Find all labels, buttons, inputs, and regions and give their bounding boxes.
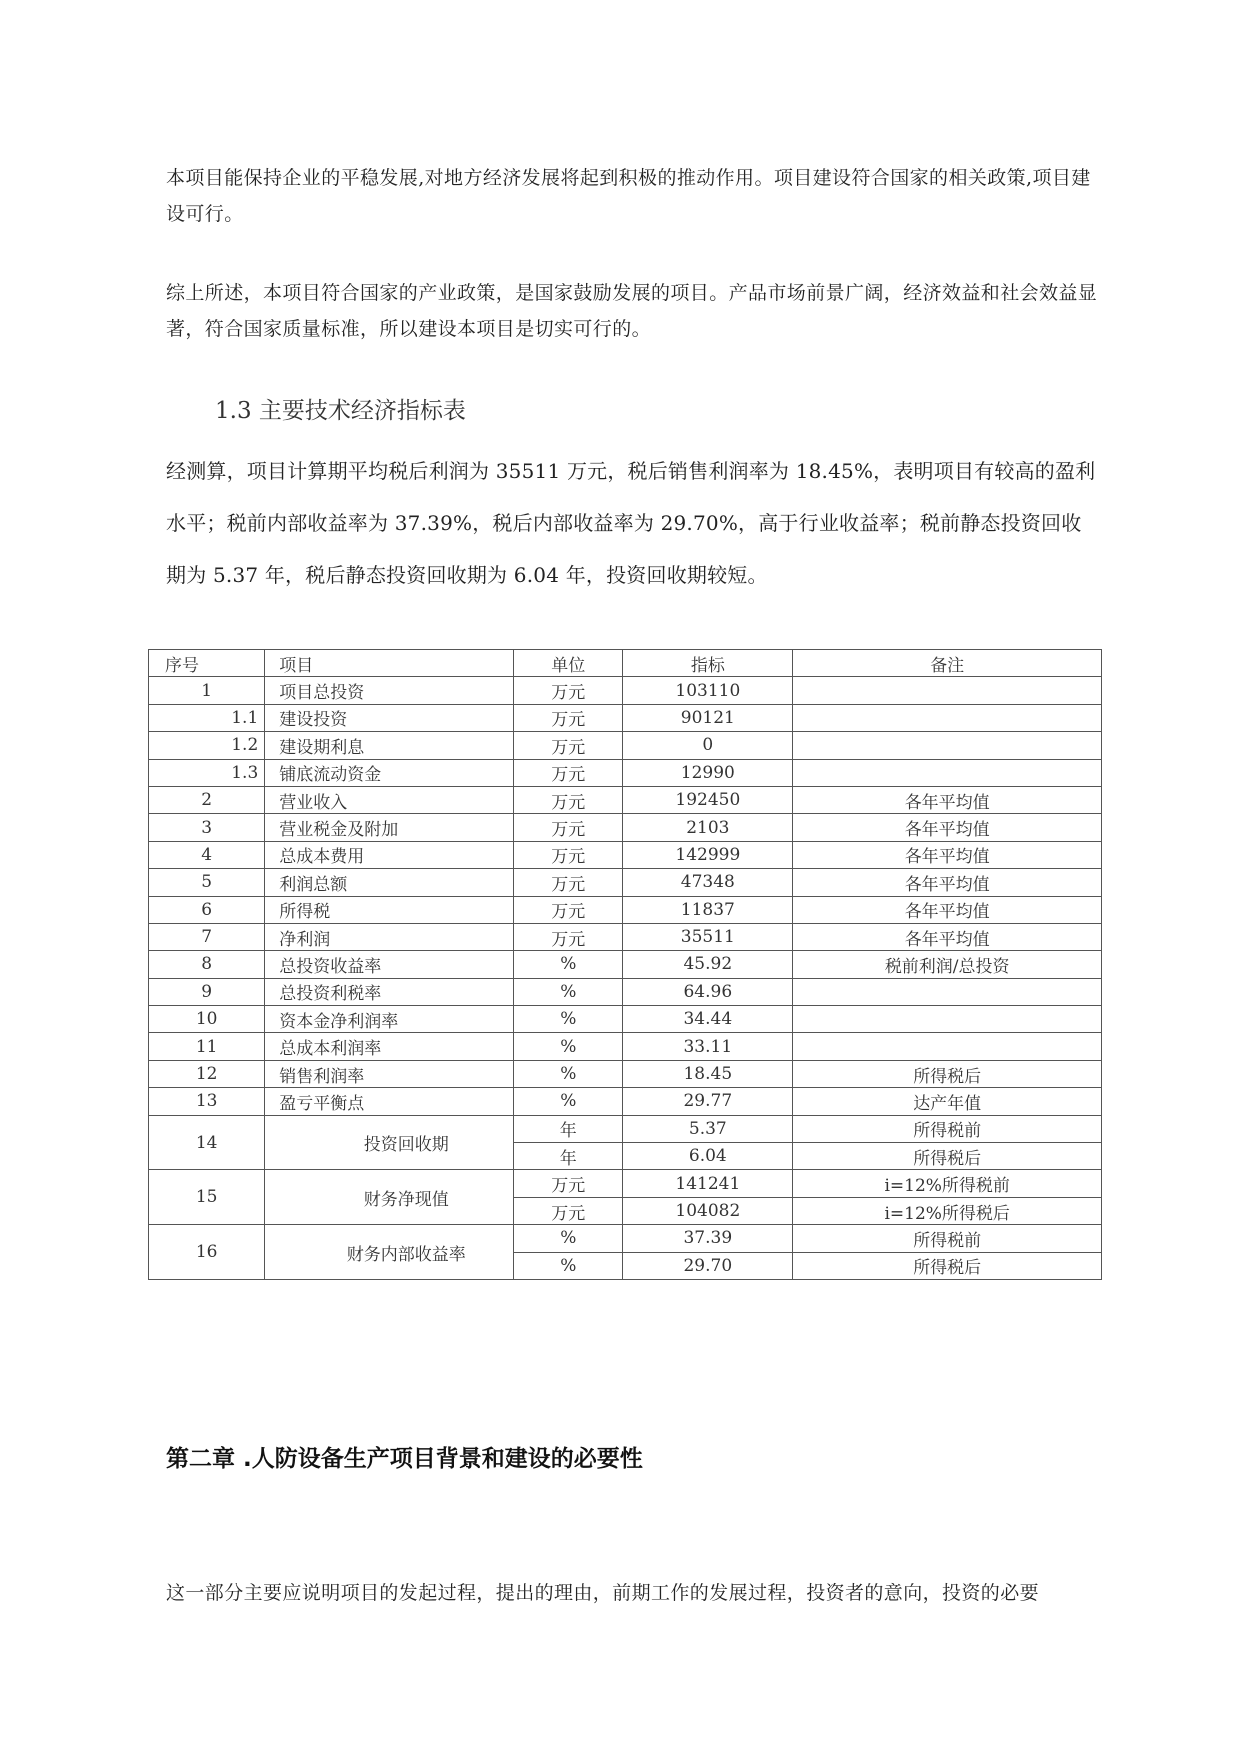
- row-value: 192450: [623, 786, 793, 813]
- row-number: 8: [149, 951, 265, 978]
- row-item: 总投资利税率: [265, 978, 514, 1005]
- row-number: 13: [149, 1088, 265, 1115]
- row-item: 盈亏平衡点: [265, 1088, 514, 1115]
- row-value: 47348: [623, 869, 793, 896]
- table-row: [149, 1006, 1102, 1033]
- row-note: 各年平均值: [793, 923, 1102, 950]
- row-item: 建设期利息: [265, 732, 514, 759]
- row-value: 2103: [623, 814, 793, 841]
- row-value: 5.37: [623, 1115, 793, 1142]
- row-unit: 年: [514, 1143, 623, 1170]
- row-value: 141241: [623, 1170, 793, 1197]
- row-value: 18.45: [623, 1060, 793, 1087]
- row-unit: %: [514, 1033, 623, 1060]
- row-unit: 万元: [514, 814, 623, 841]
- row-note: [793, 704, 1102, 731]
- row-unit: 万元: [514, 677, 623, 704]
- table-row: [149, 814, 1102, 841]
- row-number: 5: [149, 869, 265, 896]
- row-value: 33.11: [623, 1033, 793, 1060]
- row-item: 营业收入: [265, 786, 514, 813]
- row-note: [793, 1006, 1102, 1033]
- row-value: 34.44: [623, 1006, 793, 1033]
- row-note: [793, 1033, 1102, 1060]
- row-unit: 万元: [514, 869, 623, 896]
- row-item: 销售利润率: [265, 1060, 514, 1087]
- row-number: 9: [149, 978, 265, 1005]
- row-value: 11837: [623, 896, 793, 923]
- row-value: 103110: [623, 677, 793, 704]
- row-note: i=12%所得税前: [793, 1170, 1102, 1197]
- row-value: 142999: [623, 841, 793, 868]
- row-note: i=12%所得税后: [793, 1197, 1102, 1224]
- row-unit: 万元: [514, 841, 623, 868]
- row-value: 104082: [623, 1197, 793, 1224]
- table-row: [149, 732, 1102, 759]
- header-value: 指标: [623, 650, 793, 677]
- row-value: 29.77: [623, 1088, 793, 1115]
- row-unit: 万元: [514, 732, 623, 759]
- row-number: 1: [149, 677, 265, 704]
- row-number: 6: [149, 896, 265, 923]
- row-note: [793, 732, 1102, 759]
- row-number: 14: [149, 1115, 265, 1170]
- indicators-table: [148, 649, 1102, 1280]
- chapter-heading: 第二章 .人防设备生产项目背景和建设的必要性: [166, 1446, 643, 1472]
- row-number: 4: [149, 841, 265, 868]
- row-note: 各年平均值: [793, 896, 1102, 923]
- row-item: 投资回收期: [265, 1115, 514, 1170]
- table-row: [149, 1225, 1102, 1252]
- row-note: [793, 759, 1102, 786]
- table-row: [149, 786, 1102, 813]
- row-item: 营业税金及附加: [265, 814, 514, 841]
- row-item: 资本金净利润率: [265, 1006, 514, 1033]
- header-item: 项目: [265, 650, 514, 677]
- row-unit: 万元: [514, 923, 623, 950]
- row-value: 64.96: [623, 978, 793, 1005]
- table-row: [149, 951, 1102, 978]
- row-note: 税前利润/总投资: [793, 951, 1102, 978]
- row-note: 各年平均值: [793, 786, 1102, 813]
- row-number: 1.3: [149, 759, 265, 786]
- row-value: 6.04: [623, 1143, 793, 1170]
- row-unit: 万元: [514, 1170, 623, 1197]
- table-row: [149, 759, 1102, 786]
- table-row: [149, 841, 1102, 868]
- row-item: 总投资收益率: [265, 951, 514, 978]
- row-value: 90121: [623, 704, 793, 731]
- table-row: [149, 1033, 1102, 1060]
- row-note: 各年平均值: [793, 841, 1102, 868]
- row-number: 1.2: [149, 732, 265, 759]
- paragraph-summary: 综上所述，本项目符合国家的产业政策，是国家鼓励发展的项目。产品市场前景广阔，经济效益和社会效益显著，符合国家质量标准，所以建设本项目是切实可行的。: [166, 282, 1098, 340]
- row-unit: %: [514, 1252, 623, 1279]
- row-number: 2: [149, 786, 265, 813]
- table-row: [149, 1115, 1102, 1142]
- row-value: 37.39: [623, 1225, 793, 1252]
- row-value: 0: [623, 732, 793, 759]
- table-header-row: [149, 650, 1102, 677]
- row-note: 达产年值: [793, 1088, 1102, 1115]
- row-item: 项目总投资: [265, 677, 514, 704]
- table-row: [149, 1060, 1102, 1087]
- header-unit: 单位: [514, 650, 623, 677]
- row-item: 铺底流动资金: [265, 759, 514, 786]
- row-note: 所得税后: [793, 1143, 1102, 1170]
- row-number: 12: [149, 1060, 265, 1087]
- paragraph-estimate: 经测算，项目计算期平均税后利润为 35511 万元，税后销售利润率为 18.45%，表明项目有较高的盈利水平；税前内部收益率为 37.39%，税后内部收益率为 29.70%，高于行业收益率；税前静态投资回收期为 5.37 年，税后静态投资回收期为 6.04 年，投资回收期较短。: [166, 459, 1096, 587]
- row-unit: 万元: [514, 1197, 623, 1224]
- row-unit: %: [514, 1006, 623, 1033]
- row-unit: 万元: [514, 759, 623, 786]
- row-value: 29.70: [623, 1252, 793, 1279]
- row-number: 11: [149, 1033, 265, 1060]
- row-unit: 万元: [514, 786, 623, 813]
- table-row: [149, 677, 1102, 704]
- row-value: 12990: [623, 759, 793, 786]
- row-note: 所得税后: [793, 1060, 1102, 1087]
- row-unit: %: [514, 1225, 623, 1252]
- row-number: 15: [149, 1170, 265, 1225]
- table-row: [149, 1170, 1102, 1197]
- row-unit: 年: [514, 1115, 623, 1142]
- row-unit: %: [514, 951, 623, 978]
- row-number: 10: [149, 1006, 265, 1033]
- table-row: [149, 869, 1102, 896]
- row-note: 所得税前: [793, 1115, 1102, 1142]
- table-row: [149, 896, 1102, 923]
- row-item: 财务净现值: [265, 1170, 514, 1225]
- row-item: 财务内部收益率: [265, 1225, 514, 1280]
- row-number: 1.1: [149, 704, 265, 731]
- paragraph-chapter-intro: 这一部分主要应说明项目的发起过程，提出的理由，前期工作的发展过程，投资者的意向，投资的必要: [166, 1582, 1040, 1604]
- table-row: [149, 704, 1102, 731]
- row-unit: %: [514, 978, 623, 1005]
- row-number: 16: [149, 1225, 265, 1280]
- table-row: [149, 1088, 1102, 1115]
- header-note: 备注: [793, 650, 1102, 677]
- row-unit: 万元: [514, 704, 623, 731]
- row-note: [793, 978, 1102, 1005]
- header-no: 序号: [149, 650, 265, 677]
- row-item: 净利润: [265, 923, 514, 950]
- row-value: 45.92: [623, 951, 793, 978]
- section-heading: 1.3 主要技术经济指标表: [215, 398, 466, 424]
- row-note: [793, 677, 1102, 704]
- row-number: 7: [149, 923, 265, 950]
- table-row: [149, 978, 1102, 1005]
- row-item: 所得税: [265, 896, 514, 923]
- row-unit: 万元: [514, 896, 623, 923]
- paragraph-conclusion: 本项目能保持企业的平稳发展,对地方经济发展将起到积极的推动作用。项目建设符合国家的相关政策,项目建设可行。: [166, 167, 1091, 225]
- row-item: 总成本费用: [265, 841, 514, 868]
- row-item: 总成本利润率: [265, 1033, 514, 1060]
- row-note: 各年平均值: [793, 814, 1102, 841]
- row-unit: %: [514, 1088, 623, 1115]
- row-note: 各年平均值: [793, 869, 1102, 896]
- row-item: 建设投资: [265, 704, 514, 731]
- table-row: [149, 923, 1102, 950]
- row-item: 利润总额: [265, 869, 514, 896]
- row-unit: %: [514, 1060, 623, 1087]
- row-number: 3: [149, 814, 265, 841]
- row-note: 所得税后: [793, 1252, 1102, 1279]
- row-note: 所得税前: [793, 1225, 1102, 1252]
- row-value: 35511: [623, 923, 793, 950]
